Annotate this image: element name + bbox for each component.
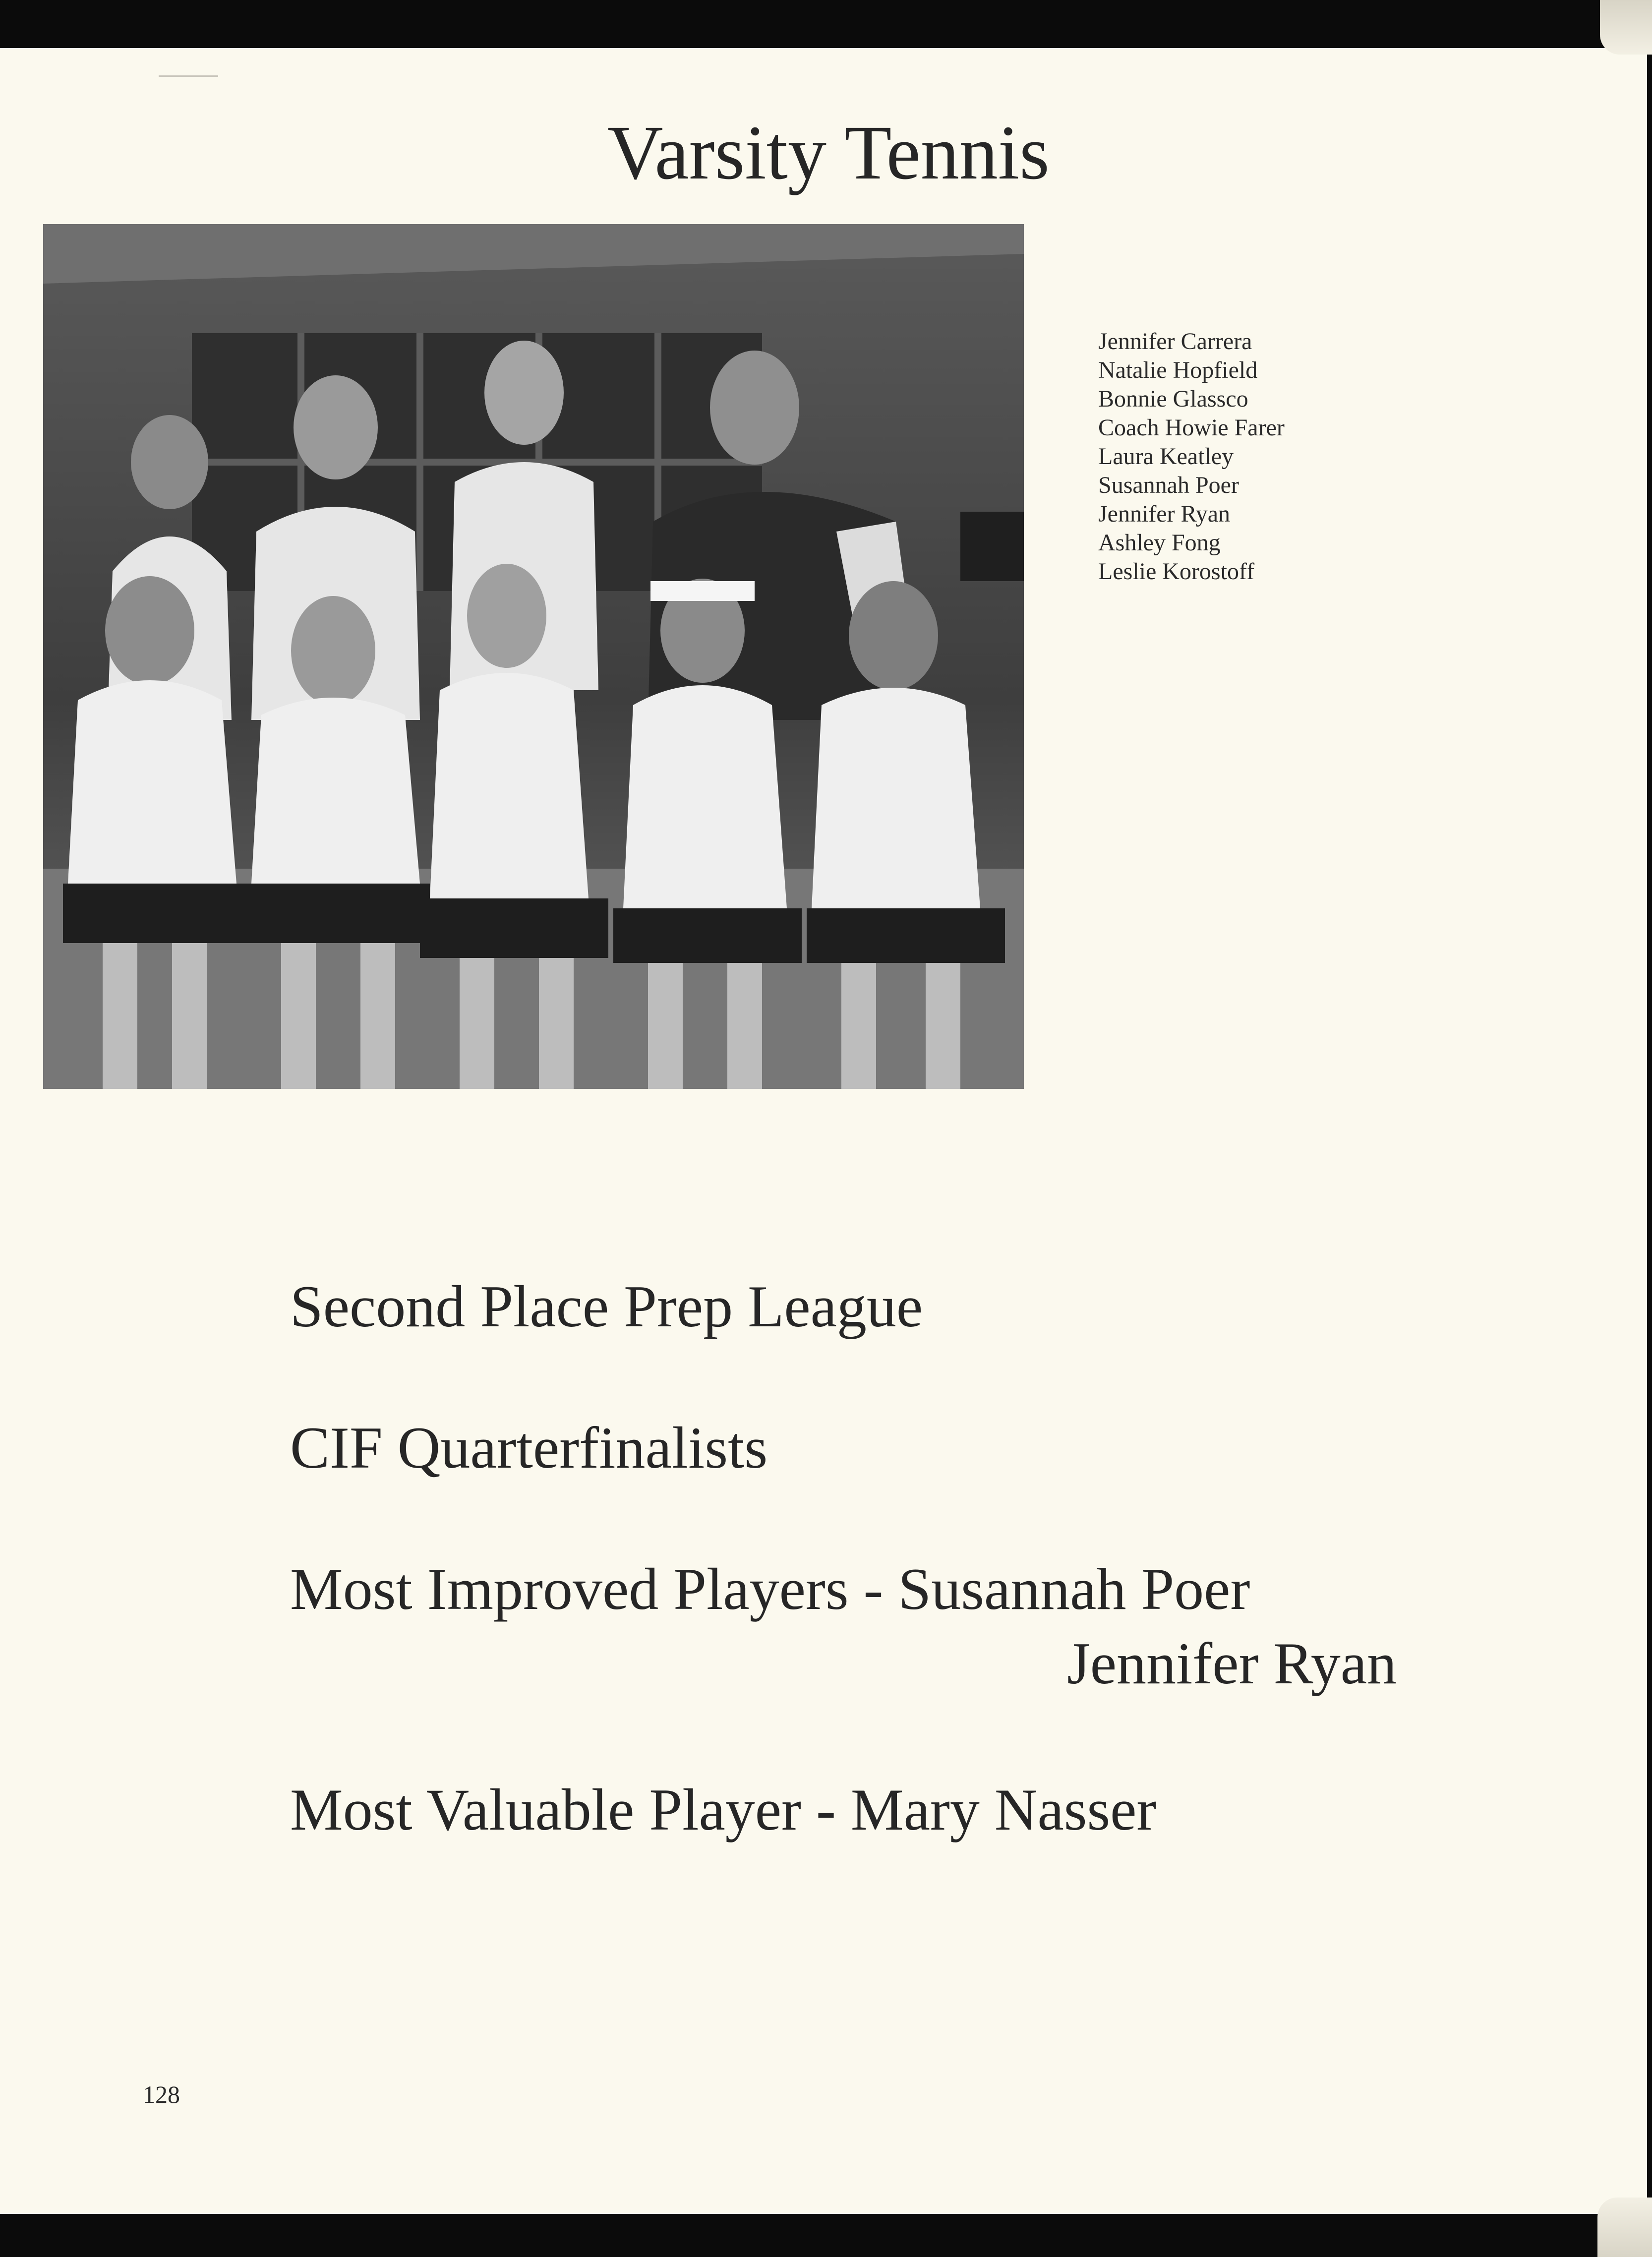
- roster-item: Leslie Korostoff: [1098, 558, 1255, 585]
- roster-item: Bonnie Glassco: [1098, 386, 1248, 412]
- honor-cif: CIF Quarterfinalists: [290, 1415, 768, 1481]
- honor-most-improved: Most Improved Players - Susannah Poer: [290, 1556, 1250, 1622]
- pencil-mark: [159, 75, 218, 77]
- roster-item: Natalie Hopfield: [1098, 357, 1258, 383]
- page-title: Varsity Tennis: [607, 110, 1050, 195]
- page-curl-bottom: [1597, 2198, 1652, 2257]
- page-curl-top: [1600, 0, 1652, 55]
- roster-item: Coach Howie Farer: [1098, 415, 1285, 441]
- honor-league: Second Place Prep League: [290, 1273, 923, 1339]
- page-number: 128: [143, 2080, 180, 2108]
- roster-item: Jennifer Ryan: [1098, 501, 1230, 527]
- roster-list: [1098, 327, 1285, 586]
- honor-mvp: Most Valuable Player - Mary Nasser: [290, 1777, 1157, 1842]
- team-photo: [43, 224, 1024, 1089]
- honor-most-improved-second: Jennifer Ryan: [1067, 1630, 1397, 1696]
- roster-item: Jennifer Carrera: [1098, 328, 1252, 355]
- team-photo-image: [43, 224, 1024, 1089]
- roster-item: Laura Keatley: [1098, 443, 1234, 470]
- roster-item: Ashley Fong: [1098, 530, 1221, 556]
- roster-item: Susannah Poer: [1098, 472, 1239, 498]
